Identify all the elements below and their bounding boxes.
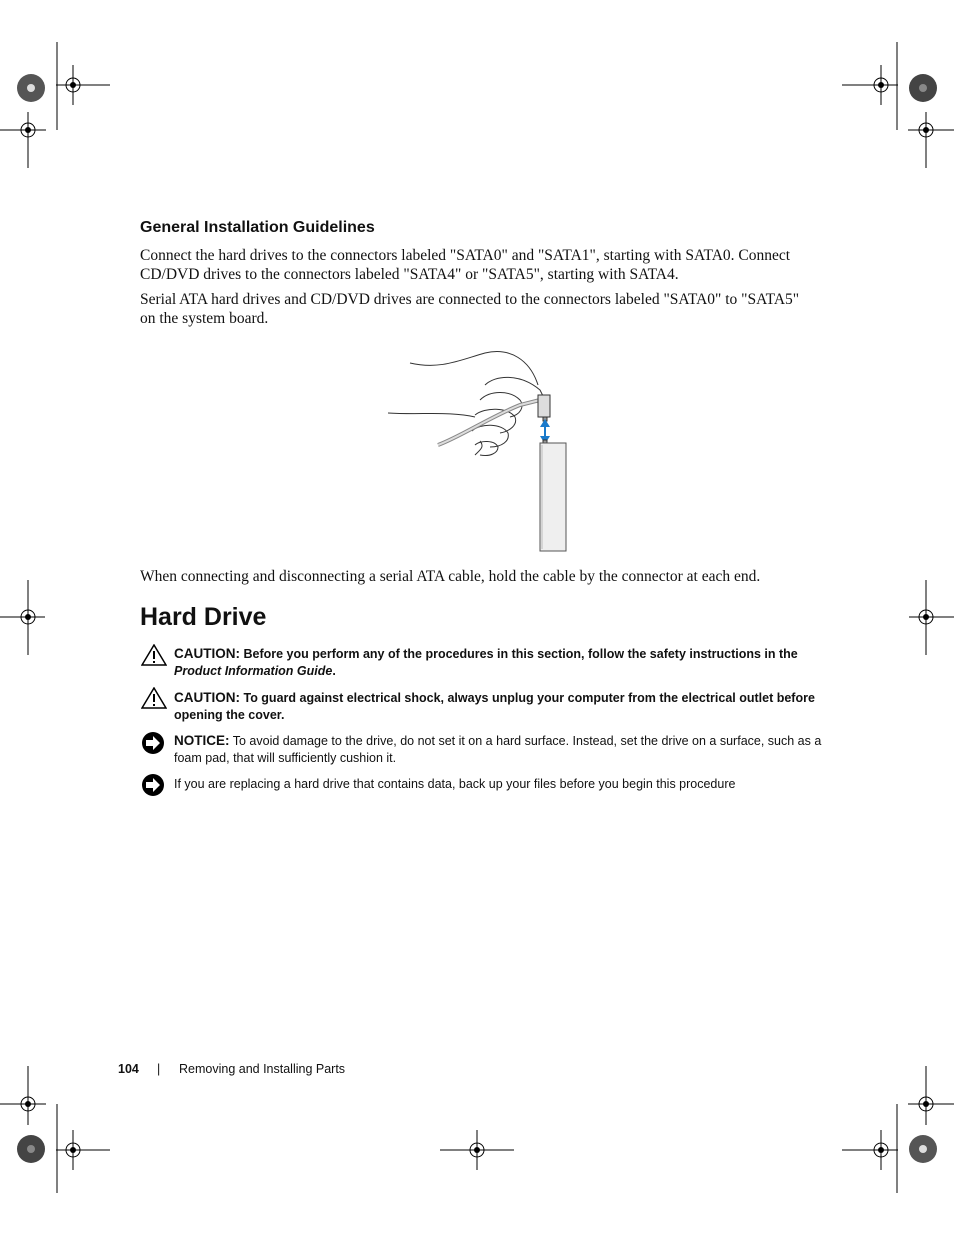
hard-drive-heading: Hard Drive bbox=[140, 603, 267, 631]
paragraph-line: on the system board. bbox=[140, 310, 269, 327]
paragraph-sata-connectors bbox=[140, 290, 830, 328]
paragraph-line: Serial ATA hard drives and CD/DVD drives are connected to the connectors labeled "SATA0" to "SATA5" bbox=[140, 291, 800, 308]
notice-text: To avoid damage to the drive, do not set it on a hard surface. Instead, set the drive on a surface, such as a foam pad, that will sufficiently cushion it. bbox=[174, 734, 822, 765]
caution-text: Before you perform any of the procedures in this section, follow the safety instructions in the bbox=[243, 647, 798, 661]
caution-note-shock bbox=[174, 689, 824, 724]
caution-label: CAUTION: bbox=[174, 690, 240, 705]
notice-note-backup: If you are replacing a hard drive that contains data, back up your files before you begin this procedure bbox=[174, 777, 736, 791]
caution-text: To guard against electrical shock, always unplug your computer from the electrical outlet before opening the cover. bbox=[174, 691, 815, 722]
paragraph-line: Connect the hard drives to the connectors labeled "SATA0" and "SATA1", starting with SATA0. Connect bbox=[140, 247, 791, 264]
caution-triangle-icon bbox=[141, 687, 167, 709]
footer-separator: | bbox=[157, 1062, 161, 1076]
paragraph-cable-handling: When connecting and disconnecting a serial ATA cable, hold the cable by the connector at each end. bbox=[140, 568, 761, 585]
footer-chapter-title: Removing and Installing Parts bbox=[179, 1062, 346, 1076]
page-number: 104 bbox=[118, 1062, 139, 1076]
notice-label: NOTICE: bbox=[174, 733, 230, 748]
notice-arrow-icon bbox=[141, 731, 165, 755]
product-information-guide-title: Product Information Guide bbox=[174, 664, 333, 678]
notice-arrow-icon bbox=[141, 773, 165, 797]
notice-note-drive-damage bbox=[174, 732, 824, 767]
caution-triangle-icon bbox=[141, 644, 167, 666]
paragraph-connect-drives bbox=[140, 246, 830, 284]
caution-text-end: . bbox=[332, 664, 336, 678]
caution-label: CAUTION: bbox=[174, 646, 240, 661]
sata-cable-connector-illustration bbox=[380, 345, 580, 555]
section-heading: General Installation Guidelines bbox=[140, 219, 375, 236]
caution-note-safety bbox=[174, 645, 824, 680]
paragraph-line: CD/DVD drives to the connectors labeled "SATA4" or "SATA5", starting with SATA4. bbox=[140, 266, 679, 283]
